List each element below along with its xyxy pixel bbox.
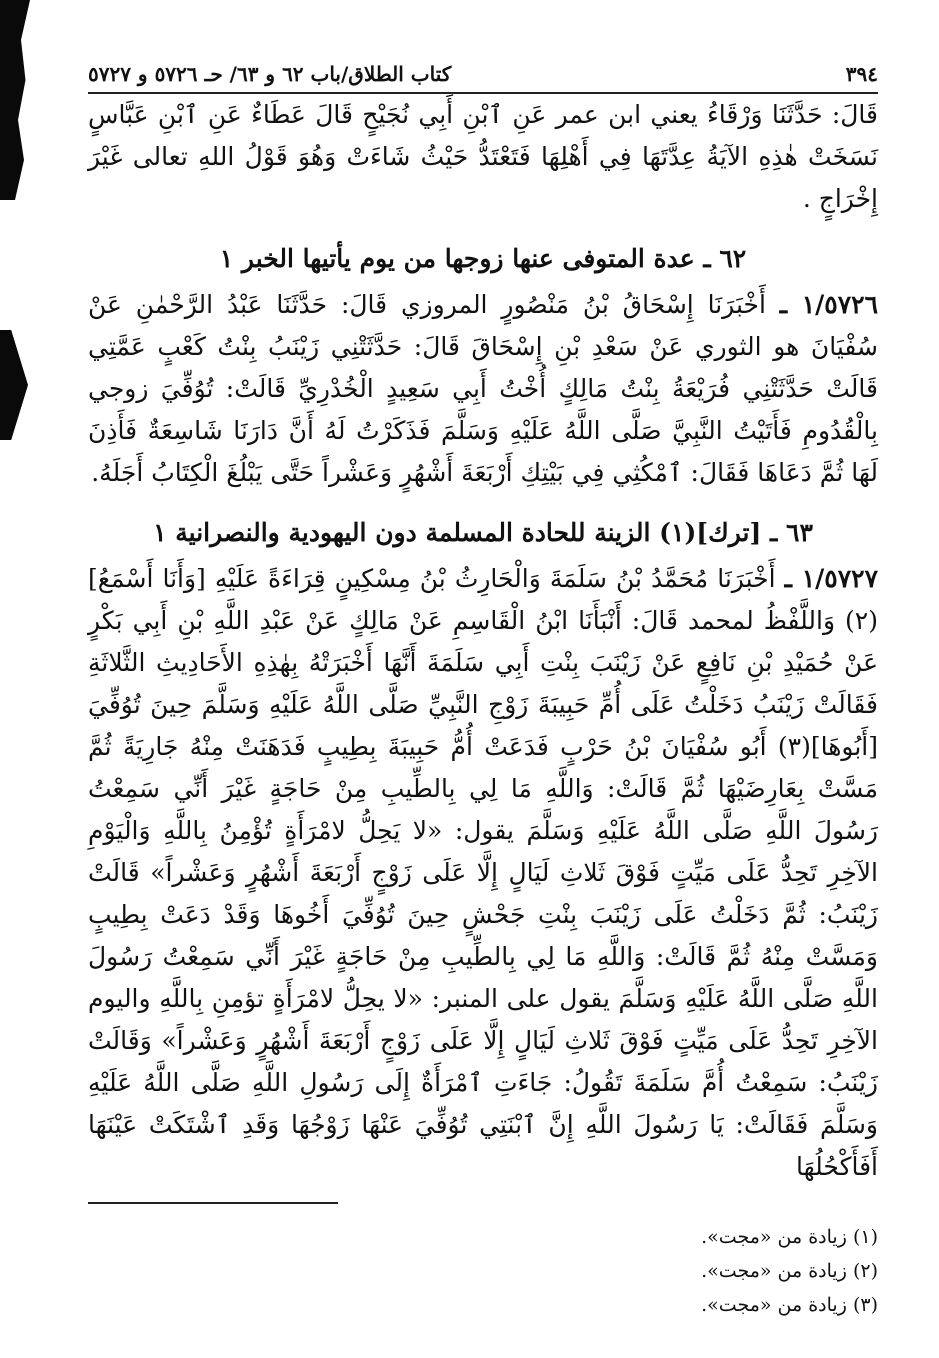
footnote-1: (١) زيادة من «مجت». [701, 1226, 878, 1248]
footnotes [88, 1220, 878, 1322]
hadith-text: أَخْبَرَنَا إِسْحَاقُ بْنُ مَنْصُورٍ المروزي قَالَ: حَدَّثَنَا عَبْدُ الرَّحْمٰنِ عَنْ سُفْيَانَ هو الثوري عَنْ سَعْدِ بْنِ إِسْحَاقَ قَالَ: حَدَّثَتْنِي زَيْنَبُ بِنْتُ كَعْبٍ عَمَّتِي قَالَتْ حَدَّثَتْنِي فُرَيْعَةُ بِنْتُ مَالِكٍ أُخْتُ أَبِي سَعِيدٍ الْخُدْرِيِّ قَالَتْ: تُوُفِّيَ زوجي بِالْقُدُومِ فَأَتَيْتُ النَّبِيَّ صَلَّى اللَّهُ عَلَيْهِ وَسَلَّمَ فَذَكَرْتُ لَهُ أَنَّ دَارَنَا شَاسِعَةٌ فَأَذِنَ لَهَا ثُمَّ دَعَاهَا فَقَالَ: ٱمْكُثِي فِي بَيْتِكِ أَرْبَعَةَ أَشْهُرٍ وَعَشْراً حَتَّى يَبْلُغَ الْكِتَابُ أَجَلَهُ. [88, 290, 878, 487]
chapter-heading-62: ٦٢ ـ عدة المتوفى عنها زوجها من يوم يأتيها الخبر ١ [219, 244, 747, 273]
running-title: كتاب الطلاق/باب ٦٢ و ٦٣/ حـ ٥٧٢٦ و ٥٧٢٧ [88, 62, 452, 86]
hadith-5726 [88, 284, 878, 494]
hadith-number: ١/٥٧٢٦ ـ [779, 290, 879, 319]
body-text [88, 94, 878, 1188]
footnote-3: (٣) زيادة من «مجت». [701, 1294, 878, 1316]
chapter-heading-63: ٦٣ ـ [ترك](١) الزينة للحادة المسلمة دون اليهودية والنصرانية ١ [153, 518, 813, 547]
running-header [88, 62, 878, 94]
document-page [88, 62, 878, 1342]
hadith-text: أَخْبَرَنَا مُحَمَّدُ بْنُ سَلَمَةَ وَالْحَارِثُ بْنُ مِسْكِينٍ قِرَاءَةً عَلَيْهِ [وَأَنَا أَسْمَعُ](٢) وَاللَّفْظُ لمحمد قَالَ: أَنْبَأَنَا ابْنُ الْقَاسِمِ عَنْ مَالِكٍ عَنْ عَبْدِ اللَّهِ بْنِ أَبِي بَكْرٍ عَنْ حُمَيْدِ بْنِ نَافِعٍ عَنْ زَيْنَبَ بِنْتِ أَبِي سَلَمَةَ أَنَّهَا أَخْبَرَتْهُ بِهٰذِهِ الأَحَادِيثِ الثَّلاثَةِ فَقَالَتْ زَيْنَبُ دَخَلْتُ عَلَى أُمِّ حَبِيبَةَ زَوْجِ النَّبِيِّ صَلَّى اللَّهُ عَلَيْهِ وَسَلَّمَ حِينَ تُوُفِّيَ [أَبُوهَا](٣) أَبُو سُفْيَانَ بْنُ حَرْبٍ فَدَعَتْ أُمُّ حَبِيبَةَ بِطِيبٍ فَدَهَنَتْ مِنْهُ جَارِيَةً ثُمَّ مَسَّتْ بِعَارِضَيْهَا ثُمَّ قَالَتْ: وَاللَّهِ مَا لِي بِالطِّيبِ مِنْ حَاجَةٍ غَيْرَ أَنِّي سَمِعْتُ رَسُولَ اللَّهِ صَلَّى اللَّهُ عَلَيْهِ وَسَلَّمَ يقول: «لا يَحِلُّ لامْرَأَةٍ تُؤْمِنُ بِاللَّهِ وَالْيَوْمِ الآخِرِ تَحِدُّ عَلَى مَيِّتٍ فَوْقَ ثَلاثِ لَيَالٍ إِلَّا عَلَى زَوْجٍ أَرْبَعَةَ أَشْهُرٍ وَعَشْراً» قَالَتْ زَيْنَبُ: ثُمَّ دَخَلْتُ عَلَى زَيْنَبَ بِنْتِ جَحْشٍ حِينَ تُوُفِّيَ أَخُوهَا وَقَدْ دَعَتْ بِطِيبٍ وَمَسَّتْ مِنْهُ ثُمَّ قَالَتْ: وَاللَّهِ مَا لِي بِالطِّيبِ مِنْ حَاجَةٍ غَيْرَ أَنِّي سَمِعْتُ رَسُولَ اللَّهِ صَلَّى اللَّهُ عَلَيْهِ وَسَلَّمَ يقول على المنبر: «لا يحِلُّ لامْرَأَةٍ تؤمِنِ بِاللَّهِ واليوم الآخِرِ تَحِدُّ عَلَى مَيِّتٍ فَوْقَ ثَلاثِ لَيَالٍ إِلَّا عَلَى زَوْجٍ أَرْبَعَةَ أَشْهُرٍ وَعَشْراً» وَقَالَتْ زَيْنَبُ: سَمِعْتُ أُمَّ سَلَمَةَ تَقُولُ: جَاءَتِ ٱمْرَأَةٌ إِلَى رَسُولِ اللَّهِ صَلَّى اللَّهُ عَلَيْهِ وَسَلَّمَ فَقَالَتْ: يَا رَسُولَ اللَّهِ إِنَّ ٱبْنَتِي تُوُفِّيَ عَنْهَا زَوْجُهَا وَقَدِ ٱشْتَكَتْ عَيْنَهَا أَفَأَكْحُلُهَا [88, 564, 878, 1181]
scan-edge-shadow [0, 330, 28, 440]
hadith-5727 [88, 558, 878, 1188]
footnote-divider [88, 1202, 338, 1204]
scan-edge-shadow [0, 0, 30, 200]
page-number: ٣٩٤ [845, 62, 878, 86]
passage-intro: قَالَ: حَدَّثَنَا وَرْقَاءُ يعني ابن عمر عَنِ ٱبْنِ أَبِي نُجَيْحٍ قَالَ عَطَاءٌ عَنِ ٱبْنِ عَبَّاسٍ نَسَخَتْ هٰذِهِ الآيَةُ عِدَّتَهَا فِي أَهْلِهَا فَتَعْتَدُّ حَيْثُ شَاءَتْ وَهُوَ قَوْلُ اللهِ تعالى غَيْرَ إِخْرَاجٍ . [88, 100, 878, 213]
footnote-2: (٢) زيادة من «مجت». [701, 1260, 878, 1282]
hadith-number: ١/٥٧٢٧ ـ [784, 564, 879, 593]
